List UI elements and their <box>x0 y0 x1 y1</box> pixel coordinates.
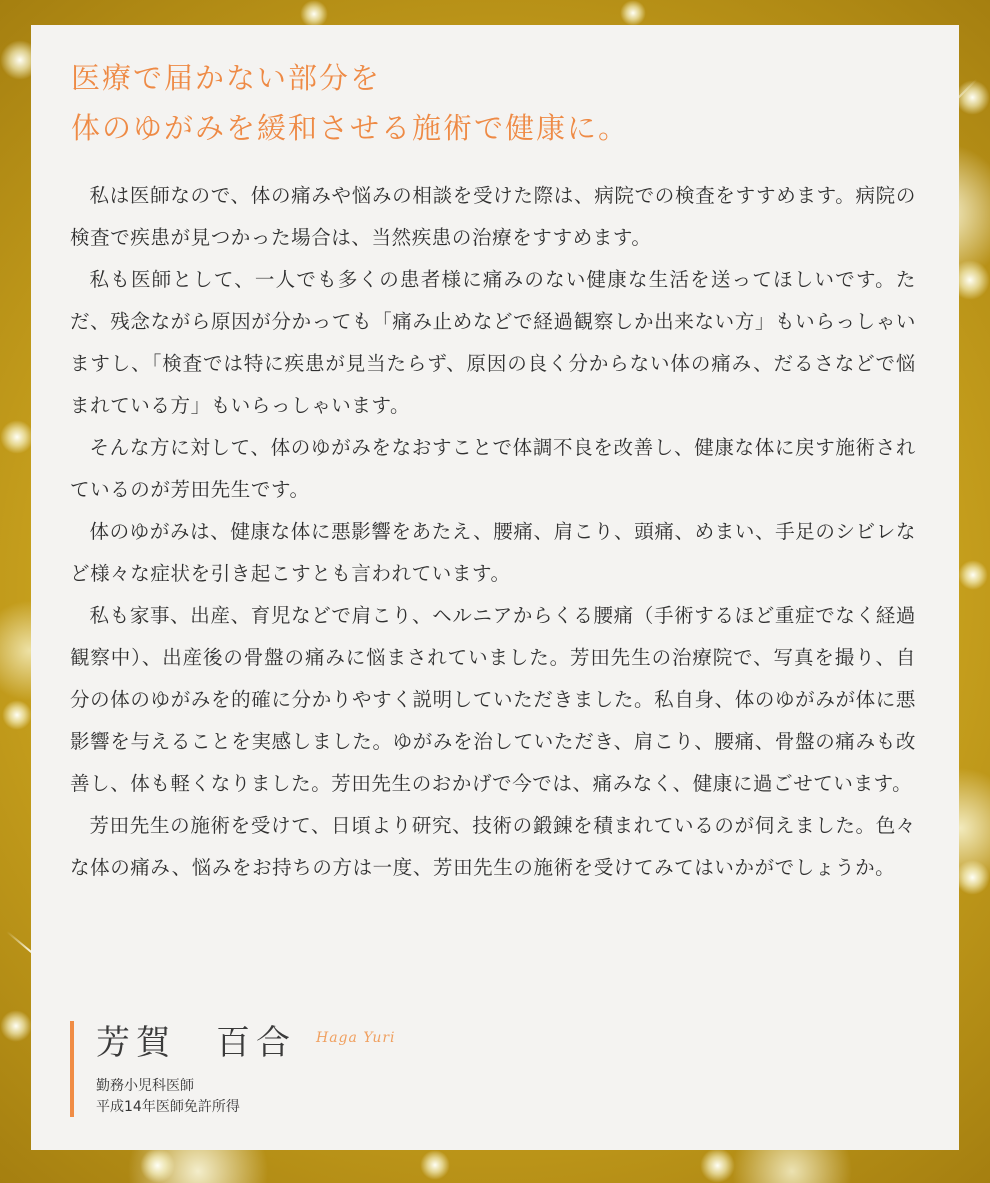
author-name: 芳賀 百合 <box>96 1023 296 1063</box>
author-title: 勤務小児科医師 <box>96 1078 194 1094</box>
sparkle-decoration <box>955 80 990 115</box>
sparkle-decoration <box>958 560 988 590</box>
sparkle-decoration <box>420 1150 450 1180</box>
sparkle-decoration <box>620 0 646 26</box>
headline-line-1: 医療で届かない部分を <box>71 61 382 95</box>
sparkle-decoration <box>955 860 990 895</box>
sparkle-decoration <box>2 700 32 730</box>
sparkle-decoration <box>300 0 328 28</box>
author-license: 平成14年医師免許所得 <box>96 1099 240 1115</box>
sparkle-decoration <box>0 1010 32 1042</box>
body-paragraph: 体のゆがみは、健康な体に悪影響をあたえ、腰痛、肩こり、頭痛、めまい、手足のシビレなど様々な症状を引き起こすとも言われています。 <box>70 520 916 585</box>
author-credentials <box>96 1076 396 1118</box>
author-profile <box>70 1021 396 1117</box>
body-paragraph: 芳田先生の施術を受けて、日頃より研究、技術の鍛錬を積まれているのが伺えました。色々な体の痛み、悩みをお持ちの方は一度、芳田先生の施術を受けてみてはいかがでしょうか。 <box>70 814 916 879</box>
author-name-roman: Haga Yuri <box>316 1030 396 1046</box>
sparkle-decoration <box>700 1148 735 1183</box>
body-paragraph: 私は医師なので、体の痛みや悩みの相談を受けた際は、病院での検査をすすめます。病院の検査で疾患が見つかった場合は、当然疾患の治療をすすめます。 <box>70 184 916 249</box>
sparkle-decoration <box>140 1148 175 1183</box>
author-name-row <box>96 1021 396 1065</box>
testimonial-card <box>31 25 959 1150</box>
testimonial-body <box>70 175 916 889</box>
headline <box>71 53 629 153</box>
body-paragraph: そんな方に対して、体のゆがみをなおすことで体調不良を改善し、健康な体に戻す施術されているのが芳田先生です。 <box>70 436 916 501</box>
body-paragraph: 私も家事、出産、育児などで肩こり、ヘルニアからくる腰痛（手術するほど重症でなく経過観察中）、出産後の骨盤の痛みに悩まされていました。芳田先生の治療院で、写真を撮り、自分の体のゆがみを的確に分かりやすく説明していただきました。私自身、体のゆがみが体に悪影響を与えることを実感しました。ゆがみを治していただき、肩こり、腰痛、骨盤の痛みも改善し、体も軽くなりました。芳田先生のおかげで今では、痛みなく、健康に過ごせています。 <box>70 604 916 795</box>
body-paragraph: 私も医師として、一人でも多くの患者様に痛みのない健康な生活を送ってほしいです。ただ、残念ながら原因が分かっても「痛み止めなどで経過観察しか出来ない方」もいらっしゃいますし、「検査では特に疾患が見当たらず、原因の良く分からない体の痛み、だるさなどで悩まれている方」もいらっしゃいます。 <box>70 268 916 417</box>
headline-line-2: 体のゆがみを緩和させる施術で健康に。 <box>71 111 630 145</box>
sparkle-decoration <box>0 420 34 454</box>
